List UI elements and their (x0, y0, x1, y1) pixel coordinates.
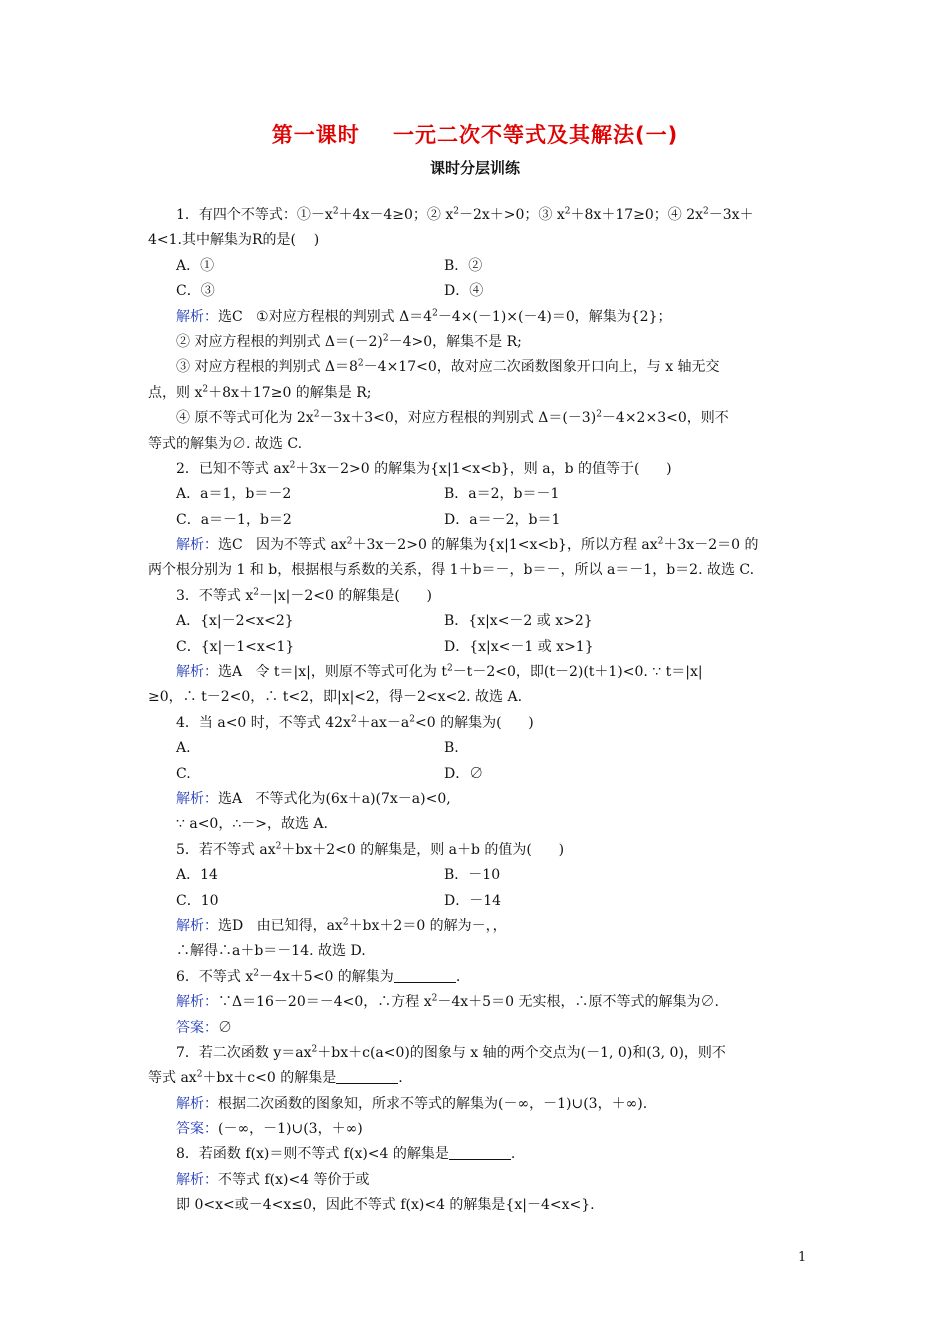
q4-analysis: 解析：选A 不等式化为(6x＋a)(7x－a)<0, (176, 790, 451, 807)
q2-stem: 2．已知不等式 $ax^2+3x-2>0$ 的解集为{x|1<x<b}，则 a，b 的值等于( ) (176, 460, 672, 477)
q5-options-row2 (176, 889, 816, 914)
q1-analysis: 解析：选C ①对应方程根的判别式 $\Delta=4^2-4\times(-1)\times(-4)=0$，解集为{2}； (176, 307, 672, 325)
q8-analysis-2: 即 0<x<或－4<x≤0，因此不等式 f(x)<4 的解集是{x|－4<x<}. (176, 1197, 595, 1214)
q1-analysis-5: ④ 原不等式可化为 $2x^2-3x+3<0$，对应方程根的判别式 $\Delta=(-3)^2-4\times 2\times 3<0$，则不 (176, 409, 729, 427)
analysis-label: 解析： (176, 308, 218, 325)
q1-options-row1 (176, 254, 816, 279)
q5-option-a: A．14 (176, 867, 218, 884)
analysis-label: 解析： (176, 994, 218, 1011)
q2-option-a: A．a＝1，b＝－2 (176, 486, 292, 503)
q3-analysis: 解析：选A 令 t＝|x|，则原不等式可化为 $t^2-t-2<0$，即(t－2)(t＋1)<0. ∵ t＝|x| (176, 663, 703, 681)
q2-options-row1 (176, 482, 816, 507)
q1-option-a: A．① (176, 257, 215, 274)
analysis-label: 解析： (176, 537, 218, 554)
q1-option-c: C．③ (176, 283, 215, 300)
answer-blank (336, 1069, 398, 1084)
q4-stem: 4．当 a<0 时，不等式 $42x^2+ax-a^2<0$ 的解集为( ) (176, 714, 534, 731)
analysis-label: 解析： (176, 790, 218, 807)
q1-stem-cont: 4<1.其中解集为R的是( ) (148, 232, 320, 249)
q1-analysis-2: ② 对应方程根的判别式 $\Delta=(-2)^2-4>0$，解集不是 R; (176, 333, 522, 350)
q2-analysis: 解析：选C 因为不等式 $ax^2+3x-2>0$ 的解集为{x|1<x<b}，所以方程 $ax^2+3x-2=0$ 的 (176, 536, 759, 554)
q4-options-row2 (176, 762, 816, 787)
q5-options-row1 (176, 863, 816, 888)
q5-option-b: B．－10 (444, 867, 501, 884)
q3-stem: 3．不等式 $x^2-|x|-2<0$ 的解集是( ) (176, 587, 432, 604)
q8-stem: 8．若函数 f(x)＝则不等式 f(x)<4 的解集是 . (176, 1146, 516, 1163)
content (148, 203, 816, 1219)
q4-option-b: B. (444, 740, 459, 757)
q5-option-c: C．10 (176, 892, 219, 909)
answer-blank (394, 968, 456, 983)
q1-option-d: D．④ (444, 283, 484, 300)
q5-analysis-2: ∴解得∴a＋b＝－14. 故选 D. (176, 943, 366, 960)
page-subtitle: 课时分层训练 (429, 159, 520, 177)
q2-analysis-2: 两个根分别为 1 和 b，根据根与系数的关系，得 1＋b＝－，b＝－，所以 a＝－1，b＝2. 故选 C. (148, 562, 755, 579)
answer-blank (449, 1145, 511, 1160)
q6-stem: 6．不等式 $x^2-4x+5<0$ 的解集为 . (176, 968, 461, 985)
q4-option-c: C. (176, 765, 191, 782)
q5-stem: 5．若不等式 $ax^2+bx+2<0$ 的解集是，则 a＋b 的值为( ) (176, 841, 565, 858)
analysis-label: 解析： (176, 917, 218, 934)
answer-label: 答案： (176, 1121, 218, 1138)
q7-stem: 7．若二次函数 $y=ax^2+bx+c(a<0)$的图象与 x 轴的两个交点为(－1, 0)和(3, 0)，则不 (176, 1044, 726, 1061)
analysis-label: 解析： (176, 1095, 218, 1112)
analysis-label: 解析： (176, 664, 218, 681)
q1-stem: 1．有四个不等式：$①-x^2+4x-4\ge 0$；② $x^2-2x+>0$；③ $x^2+8x+17\ge 0$；④ $2x^2-3x+$ (176, 206, 754, 223)
q5-option-d: D．－14 (444, 892, 502, 909)
q2-option-c: C．a＝－1，b＝2 (176, 511, 292, 528)
q2-option-d: D．a＝－2，b＝1 (444, 511, 561, 528)
q3-options-row1 (176, 609, 816, 634)
q6-answer: 答案：∅ (176, 1019, 232, 1036)
q4-option-a: A. (176, 740, 191, 757)
page-number: 1 (798, 1250, 807, 1265)
page-title: 第一课时 一元二次不等式及其解法(一) (271, 123, 679, 147)
q1-options-row2 (176, 279, 816, 304)
q3-option-c: C．{x|－1<x<1} (176, 638, 295, 655)
q4-options-row1 (176, 736, 816, 761)
q7-analysis: 解析：根据二次函数的图象知，所求不等式的解集为(－∞，－1)∪(3，＋∞). (176, 1095, 648, 1112)
q1-analysis-4: 点，则 $x^2+8x+17\ge 0$ 的解集是 R; (148, 384, 372, 401)
q4-option-d: D．∅ (444, 765, 484, 782)
q6-analysis: 解析：∵Δ＝16－20＝－4<0，∴方程 $x^2-4x+5=0$ 无实根，∴原不等式的解集为∅. (176, 993, 719, 1011)
q3-option-d: D．{x|x<－1 或 x>1} (444, 638, 594, 655)
q2-options-row2 (176, 508, 816, 533)
q1-analysis-3: ③ 对应方程根的判别式 $\Delta=8^2-4\times 17<0$，故对应二次函数图象开口向上，与 x 轴无交 (176, 358, 720, 376)
q5-analysis: 解析：选D 由已知得，$ax^2+bx+2=0$ 的解为－，， (176, 917, 507, 934)
q7-stem-cont: 等式 $ax^2+bx+c<0$ 的解集是 . (148, 1069, 403, 1087)
q8-analysis: 解析：不等式 f(x)<4 等价于或 (176, 1171, 370, 1188)
q3-options-row2 (176, 635, 816, 660)
q1-analysis-6: 等式的解集为∅. 故选 C. (148, 435, 303, 452)
analysis-label: 解析： (176, 1171, 218, 1188)
q3-analysis-2: ≥0，∴ t－2<0，∴ t<2，即|x|<2，得－2<x<2. 故选 A. (148, 689, 523, 706)
q4-analysis-2: ∵ a<0，∴－>，故选 A. (176, 816, 328, 833)
q3-option-b: B．{x|x<－2 或 x>2} (444, 613, 593, 630)
q2-option-b: B．a＝2，b＝－1 (444, 486, 560, 503)
q7-answer: 答案：(－∞，－1)∪(3，＋∞) (176, 1121, 363, 1138)
q1-option-b: B．② (444, 257, 483, 274)
q3-option-a: A．{x|－2<x<2} (176, 613, 294, 630)
answer-label: 答案： (176, 1019, 218, 1036)
